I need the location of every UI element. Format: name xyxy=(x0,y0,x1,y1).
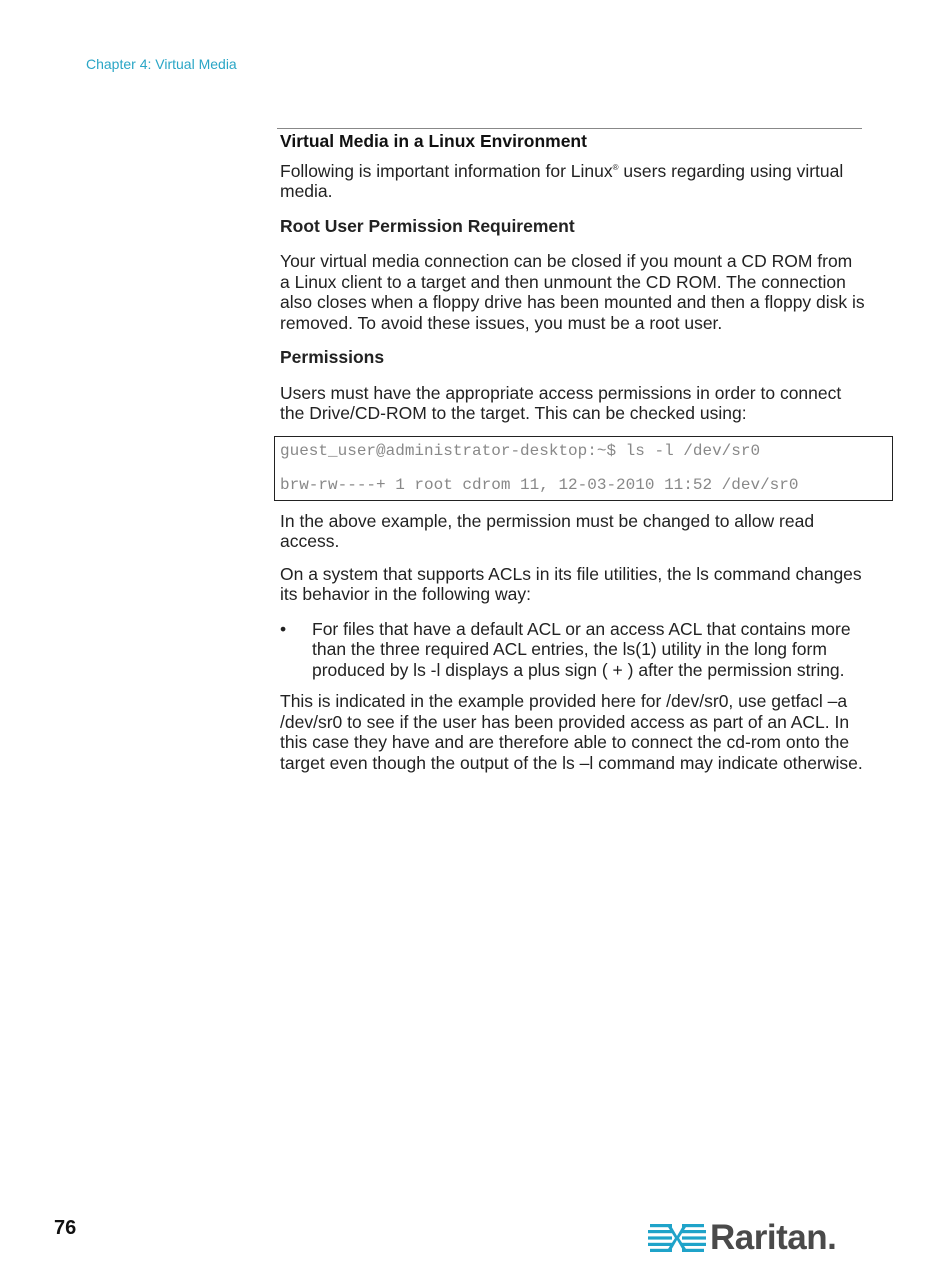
code-line: brw-rw----+ 1 root cdrom 11, 12-03-2010 11:52 /dev/sr0 xyxy=(280,475,799,494)
bullet-list xyxy=(280,619,865,681)
chapter-header: Chapter 4: Virtual Media xyxy=(86,56,237,72)
conclusion-paragraph: This is indicated in the example provided here for /dev/sr0, use getfacl –a /dev/sr0 to see if the user has been provided access as part of an ACL. In this case they have and are therefore able to connect the cd-rom onto the target even though the output of the ls –l command may indicate otherwise. xyxy=(280,691,863,773)
root-heading: Root User Permission Requirement xyxy=(280,215,575,236)
section-title: Virtual Media in a Linux Environment xyxy=(280,131,587,151)
page-number: 76 xyxy=(54,1217,77,1239)
permissions-paragraph: Users must have the appropriate access permissions in order to connect the Drive/CD-ROM to the target. This can be checked using: xyxy=(280,382,842,423)
intro-text-cont: users regarding using virtual media. xyxy=(280,160,844,201)
code-block xyxy=(274,436,893,501)
after-code-paragraph: In the above example, the permission must be changed to allow read access. xyxy=(280,510,815,551)
brand-name: Raritan. xyxy=(710,1218,837,1257)
intro-text: Following is important information for Linux xyxy=(280,160,613,181)
acl-intro-paragraph: On a system that supports ACLs in its file utilities, the ls command changes its behavior in the following way: xyxy=(280,563,862,604)
list-item-text: For files that have a default ACL or an access ACL that contains more than the three required ACL entries, the ls(1) utility in the long form produced by ls -l displays a plus sign ( + ) after the permission string. xyxy=(312,618,851,680)
registered-mark: ® xyxy=(612,162,619,172)
bullet-icon: • xyxy=(280,618,287,639)
raritan-logo-icon xyxy=(648,1221,706,1255)
root-paragraph: Your virtual media connection can be closed if you mount a CD ROM from a Linux client to a target and then unmount the CD ROM. The connection also closes when a floppy drive has been mounted and then a floppy disk is removed. To avoid these issues, you must be a root user. xyxy=(280,251,865,333)
intro-paragraph xyxy=(280,161,865,202)
section-divider xyxy=(277,128,862,129)
list-item xyxy=(280,619,865,681)
permissions-heading: Permissions xyxy=(280,347,385,367)
code-line: guest_user@administrator-desktop:~$ ls -l /dev/sr0 xyxy=(280,441,761,460)
page-content xyxy=(280,131,865,785)
raritan-logo xyxy=(648,1218,838,1258)
